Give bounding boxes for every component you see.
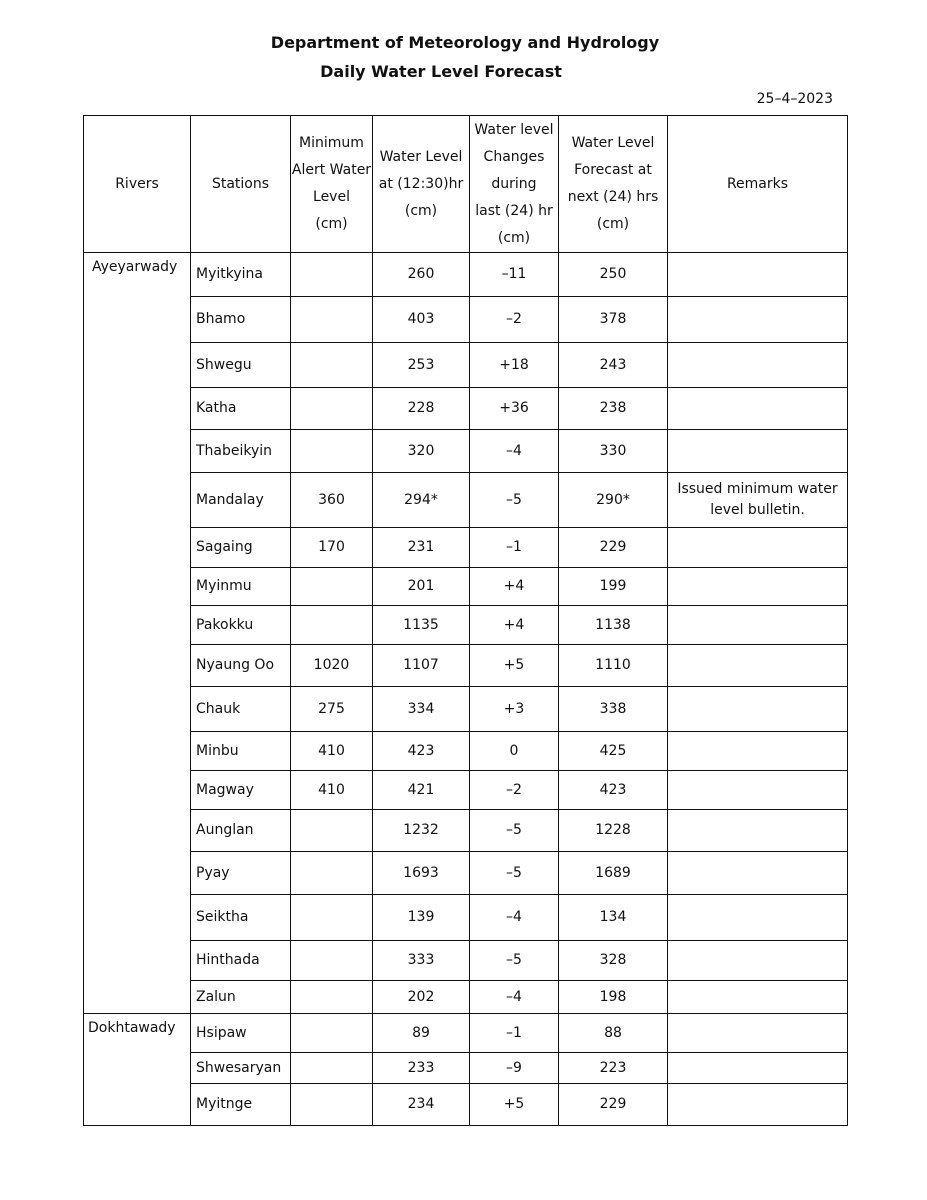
- table-row: [84, 810, 848, 852]
- change-cell: –9: [470, 1053, 559, 1084]
- header-changes-line: (cm): [497, 229, 531, 246]
- table-header-row: [84, 116, 848, 253]
- min-alert-cell: 360: [291, 473, 373, 528]
- remarks-cell: [668, 253, 848, 297]
- station-cell: Hsipaw: [191, 1014, 291, 1053]
- forecast-cell: 88: [559, 1014, 668, 1053]
- remarks-cell: [668, 297, 848, 343]
- header-water-level-line: (cm): [404, 202, 438, 219]
- forecast-cell: 423: [559, 771, 668, 810]
- header-forecast-line: (cm): [596, 216, 630, 232]
- change-cell: –5: [470, 852, 559, 895]
- min-alert-cell: [291, 388, 373, 430]
- change-cell: –2: [470, 297, 559, 343]
- table-row: [84, 473, 848, 528]
- forecast-cell: 328: [559, 941, 668, 981]
- water-level-cell: 421: [373, 771, 470, 810]
- table-row: [84, 981, 848, 1014]
- min-alert-cell: 170: [291, 528, 373, 568]
- change-cell: +5: [470, 1084, 559, 1126]
- change-cell: +4: [470, 606, 559, 645]
- min-alert-cell: [291, 430, 373, 473]
- water-level-cell: 139: [373, 895, 470, 941]
- header-stations: Stations: [191, 116, 291, 253]
- change-cell: +3: [470, 687, 559, 732]
- min-alert-cell: [291, 852, 373, 895]
- station-cell: Mandalay: [191, 473, 291, 528]
- table-row: [84, 771, 848, 810]
- remarks-cell: [668, 343, 848, 388]
- forecast-cell: 378: [559, 297, 668, 343]
- station-cell: Myinmu: [191, 568, 291, 606]
- header-forecast: [559, 116, 668, 253]
- remarks-cell: [668, 606, 848, 645]
- min-alert-cell: 275: [291, 687, 373, 732]
- station-cell: Nyaung Oo: [191, 645, 291, 687]
- water-level-cell: 334: [373, 687, 470, 732]
- header-min-alert-line: Level: [313, 189, 350, 205]
- min-alert-cell: [291, 568, 373, 606]
- change-cell: +5: [470, 645, 559, 687]
- header-min-alert-line: Alert Water: [291, 162, 372, 178]
- header-min-alert: [291, 116, 373, 253]
- water-level-cell: 294*: [373, 473, 470, 528]
- table-row: [84, 430, 848, 473]
- header-changes-line: Changes: [483, 148, 545, 165]
- remarks-cell: [668, 771, 848, 810]
- water-level-cell: 228: [373, 388, 470, 430]
- water-level-cell: 1693: [373, 852, 470, 895]
- table-row: [84, 1084, 848, 1126]
- station-cell: Pyay: [191, 852, 291, 895]
- table-row: [84, 568, 848, 606]
- water-level-cell: 89: [373, 1014, 470, 1053]
- change-cell: –4: [470, 895, 559, 941]
- water-level-cell: 201: [373, 568, 470, 606]
- change-cell: –1: [470, 1014, 559, 1053]
- table-row: [84, 1053, 848, 1084]
- station-cell: Hinthada: [191, 941, 291, 981]
- change-cell: –4: [470, 430, 559, 473]
- header-water-level-line: at (12:30)hr: [378, 175, 464, 192]
- remarks-cell: [668, 388, 848, 430]
- header-water-level: [373, 116, 470, 253]
- change-cell: –1: [470, 528, 559, 568]
- forecast-cell: 134: [559, 895, 668, 941]
- change-cell: –11: [470, 253, 559, 297]
- document-title: Department of Meteorology and Hydrology: [270, 33, 660, 52]
- table-row: [84, 1014, 848, 1053]
- change-cell: +36: [470, 388, 559, 430]
- station-cell: Myitkyina: [191, 253, 291, 297]
- document-subtitle: Daily Water Level Forecast: [320, 62, 562, 81]
- remarks-cell: [668, 852, 848, 895]
- header-rivers: Rivers: [84, 116, 191, 253]
- forecast-cell: 425: [559, 732, 668, 771]
- forecast-cell: 229: [559, 528, 668, 568]
- change-cell: –5: [470, 941, 559, 981]
- remarks-cell: [668, 568, 848, 606]
- table-row: [84, 528, 848, 568]
- water-level-cell: 1107: [373, 645, 470, 687]
- header-changes-line: Water level: [474, 121, 554, 138]
- river-name-cell: Dokhtawady: [84, 1014, 191, 1126]
- station-cell: Bhamo: [191, 297, 291, 343]
- water-level-cell: 1232: [373, 810, 470, 852]
- station-cell: Chauk: [191, 687, 291, 732]
- forecast-cell: 243: [559, 343, 668, 388]
- header-changes-line: during: [491, 175, 537, 192]
- station-cell: Zalun: [191, 981, 291, 1014]
- table-row: [84, 606, 848, 645]
- remarks-cell: [668, 981, 848, 1014]
- table-row: [84, 895, 848, 941]
- station-cell: Thabeikyin: [191, 430, 291, 473]
- water-level-cell: 1135: [373, 606, 470, 645]
- remarks-cell: [668, 430, 848, 473]
- header-forecast-line: Forecast at: [574, 162, 652, 178]
- report-date: 25–4–2023: [756, 91, 833, 107]
- table-row: [84, 852, 848, 895]
- min-alert-cell: [291, 981, 373, 1014]
- change-cell: 0: [470, 732, 559, 771]
- station-cell: Magway: [191, 771, 291, 810]
- table-row: [84, 388, 848, 430]
- remarks-cell: [668, 810, 848, 852]
- header-forecast-line: Water Level: [571, 135, 655, 151]
- water-level-cell: 260: [373, 253, 470, 297]
- table-body: [84, 253, 848, 1126]
- change-cell: +18: [470, 343, 559, 388]
- remarks-cell: [668, 895, 848, 941]
- forecast-cell: 198: [559, 981, 668, 1014]
- station-cell: Pakokku: [191, 606, 291, 645]
- station-cell: Katha: [191, 388, 291, 430]
- water-level-cell: 423: [373, 732, 470, 771]
- water-level-cell: 403: [373, 297, 470, 343]
- forecast-cell: 1228: [559, 810, 668, 852]
- forecast-cell: 330: [559, 430, 668, 473]
- min-alert-cell: [291, 1014, 373, 1053]
- min-alert-cell: [291, 1053, 373, 1084]
- table-row: [84, 645, 848, 687]
- remarks-cell: [668, 1053, 848, 1084]
- table-row: [84, 253, 848, 297]
- station-cell: Minbu: [191, 732, 291, 771]
- forecast-cell: 199: [559, 568, 668, 606]
- remarks-cell: [668, 732, 848, 771]
- water-level-cell: 333: [373, 941, 470, 981]
- header-remarks: Remarks: [668, 116, 848, 253]
- min-alert-cell: [291, 343, 373, 388]
- change-cell: –5: [470, 473, 559, 528]
- remarks-cell: [668, 645, 848, 687]
- water-level-cell: 202: [373, 981, 470, 1014]
- min-alert-cell: 410: [291, 771, 373, 810]
- station-cell: Aunglan: [191, 810, 291, 852]
- water-level-cell: 231: [373, 528, 470, 568]
- station-cell: Seiktha: [191, 895, 291, 941]
- table-row: [84, 343, 848, 388]
- station-cell: Myitnge: [191, 1084, 291, 1126]
- header-min-alert-line: (cm): [315, 216, 348, 232]
- forecast-cell: 223: [559, 1053, 668, 1084]
- water-level-cell: 234: [373, 1084, 470, 1126]
- forecast-cell: 1110: [559, 645, 668, 687]
- table-row: [84, 732, 848, 771]
- remarks-cell: [668, 1014, 848, 1053]
- remarks-cell: [668, 1084, 848, 1126]
- water-level-cell: 253: [373, 343, 470, 388]
- min-alert-cell: [291, 895, 373, 941]
- remarks-cell: [668, 941, 848, 981]
- table-row: [84, 297, 848, 343]
- station-cell: Shwesaryan: [191, 1053, 291, 1084]
- forecast-cell: 1689: [559, 852, 668, 895]
- min-alert-cell: 1020: [291, 645, 373, 687]
- forecast-cell: 1138: [559, 606, 668, 645]
- remarks-cell: Issued minimum water level bulletin.: [668, 473, 848, 528]
- min-alert-cell: [291, 297, 373, 343]
- forecast-cell: 250: [559, 253, 668, 297]
- river-name-cell: Ayeyarwady: [84, 253, 191, 1014]
- min-alert-cell: [291, 810, 373, 852]
- water-level-cell: 320: [373, 430, 470, 473]
- remarks-cell: [668, 528, 848, 568]
- water-level-table: [83, 115, 848, 1126]
- header-water-level-line: Water Level: [379, 148, 463, 165]
- forecast-cell: 290*: [559, 473, 668, 528]
- header-changes: [470, 116, 559, 253]
- water-level-cell: 233: [373, 1053, 470, 1084]
- change-cell: +4: [470, 568, 559, 606]
- header-forecast-line: next (24) hrs: [567, 189, 659, 205]
- station-cell: Sagaing: [191, 528, 291, 568]
- min-alert-cell: [291, 606, 373, 645]
- change-cell: –4: [470, 981, 559, 1014]
- min-alert-cell: [291, 941, 373, 981]
- header-min-alert-line: Minimum: [299, 135, 364, 151]
- min-alert-cell: 410: [291, 732, 373, 771]
- forecast-cell: 238: [559, 388, 668, 430]
- forecast-cell: 338: [559, 687, 668, 732]
- station-cell: Shwegu: [191, 343, 291, 388]
- min-alert-cell: [291, 253, 373, 297]
- table-row: [84, 687, 848, 732]
- remarks-cell: [668, 687, 848, 732]
- change-cell: –2: [470, 771, 559, 810]
- min-alert-cell: [291, 1084, 373, 1126]
- forecast-cell: 229: [559, 1084, 668, 1126]
- change-cell: –5: [470, 810, 559, 852]
- header-changes-line: last (24) hr: [475, 202, 553, 219]
- table-row: [84, 941, 848, 981]
